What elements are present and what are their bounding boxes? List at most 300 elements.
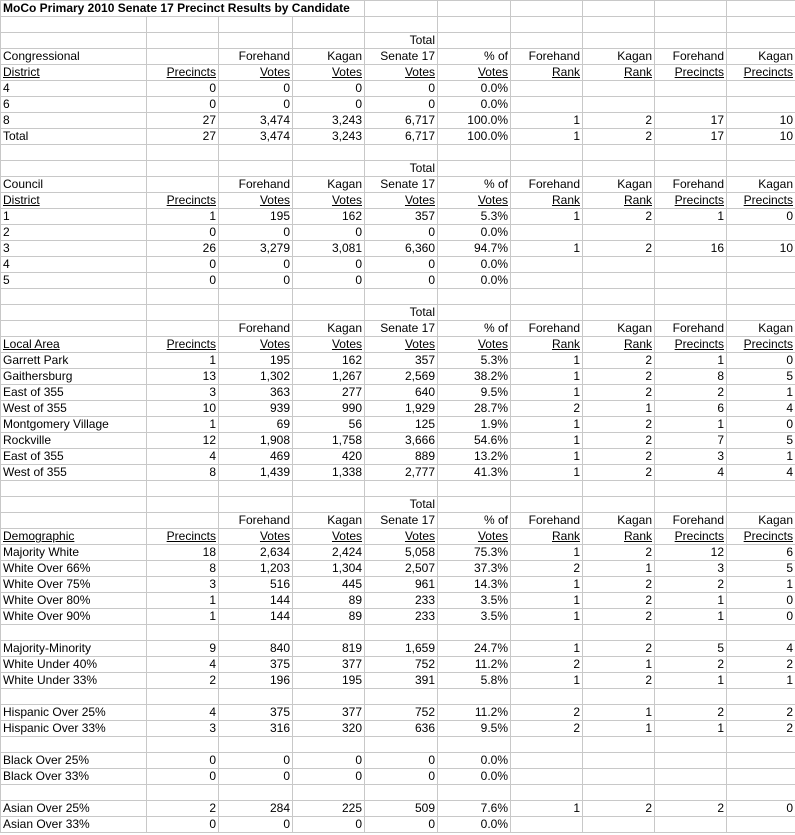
value-cell[interactable]: 27	[147, 113, 219, 129]
value-cell[interactable]: 2,569	[365, 369, 438, 385]
row-label[interactable]: Asian Over 33%	[1, 817, 147, 833]
value-cell[interactable]	[727, 769, 795, 785]
header-cell[interactable]: Votes	[365, 337, 438, 353]
header-cell[interactable]	[219, 497, 293, 513]
row-label[interactable]: 2	[1, 225, 147, 241]
value-cell[interactable]: 5	[655, 641, 727, 657]
value-cell[interactable]: 9.5%	[438, 385, 511, 401]
value-cell[interactable]: 56	[293, 417, 365, 433]
value-cell[interactable]: 357	[365, 353, 438, 369]
header-cell[interactable]: Kagan	[583, 321, 655, 337]
value-cell[interactable]: 125	[365, 417, 438, 433]
cell[interactable]	[511, 1, 583, 17]
value-cell[interactable]: 0	[147, 97, 219, 113]
row-label[interactable]: Total	[1, 129, 147, 145]
header-cell[interactable]	[727, 33, 795, 49]
header-cell[interactable]	[293, 161, 365, 177]
value-cell[interactable]	[727, 257, 795, 273]
cell[interactable]	[365, 1, 438, 17]
value-cell[interactable]: 1,304	[293, 561, 365, 577]
value-cell[interactable]: 162	[293, 353, 365, 369]
header-cell[interactable]	[219, 161, 293, 177]
row-label[interactable]: Black Over 25%	[1, 753, 147, 769]
empty-cell[interactable]	[147, 689, 219, 705]
header-cell[interactable]: Forehand	[219, 49, 293, 65]
value-cell[interactable]: 2	[727, 721, 795, 737]
header-cell[interactable]: Precincts	[655, 529, 727, 545]
empty-cell[interactable]	[438, 689, 511, 705]
value-cell[interactable]: 100.0%	[438, 129, 511, 145]
header-cell[interactable]	[438, 305, 511, 321]
header-cell[interactable]	[293, 497, 365, 513]
empty-cell[interactable]	[511, 145, 583, 161]
value-cell[interactable]: 4	[727, 641, 795, 657]
value-cell[interactable]: 13.2%	[438, 449, 511, 465]
value-cell[interactable]: 0	[727, 417, 795, 433]
header-cell[interactable]: Total	[365, 33, 438, 49]
row-label[interactable]: Majority White	[1, 545, 147, 561]
value-cell[interactable]	[727, 225, 795, 241]
value-cell[interactable]: 195	[219, 209, 293, 225]
empty-cell[interactable]	[1, 289, 147, 305]
header-cell[interactable]: Kagan	[583, 177, 655, 193]
value-cell[interactable]	[583, 817, 655, 833]
value-cell[interactable]: 420	[293, 449, 365, 465]
row-label[interactable]: Garrett Park	[1, 353, 147, 369]
value-cell[interactable]: 12	[655, 545, 727, 561]
header-cell[interactable]: Rank	[583, 337, 655, 353]
value-cell[interactable]: 2	[583, 641, 655, 657]
value-cell[interactable]: 752	[365, 657, 438, 673]
value-cell[interactable]: 1	[583, 705, 655, 721]
header-cell[interactable]: % of	[438, 321, 511, 337]
header-cell[interactable]	[293, 33, 365, 49]
empty-cell[interactable]	[293, 145, 365, 161]
value-cell[interactable]: 2	[511, 705, 583, 721]
header-cell[interactable]: Votes	[438, 529, 511, 545]
value-cell[interactable]: 1	[511, 209, 583, 225]
header-cell[interactable]	[1, 161, 147, 177]
empty-cell[interactable]	[655, 689, 727, 705]
row-label[interactable]: 5	[1, 273, 147, 289]
row-label[interactable]: White Under 40%	[1, 657, 147, 673]
header-cell[interactable]: Demographic	[1, 529, 147, 545]
value-cell[interactable]: 1	[147, 417, 219, 433]
row-label[interactable]: Rockville	[1, 433, 147, 449]
value-cell[interactable]	[655, 273, 727, 289]
empty-cell[interactable]	[438, 785, 511, 801]
empty-cell[interactable]	[727, 289, 795, 305]
empty-cell[interactable]	[293, 625, 365, 641]
value-cell[interactable]: 144	[219, 609, 293, 625]
value-cell[interactable]: 1	[511, 673, 583, 689]
empty-cell[interactable]	[1, 145, 147, 161]
empty-cell[interactable]	[1, 481, 147, 497]
value-cell[interactable]: 2	[583, 465, 655, 481]
value-cell[interactable]: 1	[655, 609, 727, 625]
header-cell[interactable]: Precincts	[655, 193, 727, 209]
header-cell[interactable]: Votes	[219, 193, 293, 209]
row-label[interactable]: East of 355	[1, 449, 147, 465]
row-label[interactable]: 8	[1, 113, 147, 129]
header-cell[interactable]: Votes	[438, 193, 511, 209]
cell[interactable]	[655, 1, 727, 17]
empty-cell[interactable]	[511, 17, 583, 33]
empty-cell[interactable]	[583, 145, 655, 161]
value-cell[interactable]: 1,659	[365, 641, 438, 657]
header-cell[interactable]: Rank	[583, 65, 655, 81]
header-cell[interactable]: Forehand	[219, 513, 293, 529]
header-cell[interactable]	[511, 33, 583, 49]
empty-cell[interactable]	[293, 689, 365, 705]
empty-cell[interactable]	[365, 625, 438, 641]
row-label[interactable]: Gaithersburg	[1, 369, 147, 385]
empty-cell[interactable]	[583, 625, 655, 641]
value-cell[interactable]: 9.5%	[438, 721, 511, 737]
header-cell[interactable]: District	[1, 193, 147, 209]
empty-cell[interactable]	[511, 737, 583, 753]
value-cell[interactable]: 1,203	[219, 561, 293, 577]
empty-cell[interactable]	[438, 145, 511, 161]
empty-cell[interactable]	[1, 17, 147, 33]
value-cell[interactable]: 3,243	[293, 129, 365, 145]
header-cell[interactable]: Precincts	[147, 529, 219, 545]
empty-cell[interactable]	[147, 481, 219, 497]
empty-cell[interactable]	[511, 481, 583, 497]
value-cell[interactable]: 1	[511, 385, 583, 401]
value-cell[interactable]: 0.0%	[438, 769, 511, 785]
empty-cell[interactable]	[511, 785, 583, 801]
empty-cell[interactable]	[583, 481, 655, 497]
value-cell[interactable]: 3	[147, 577, 219, 593]
header-cell[interactable]: % of	[438, 177, 511, 193]
header-cell[interactable]	[147, 49, 219, 65]
header-cell[interactable]: Total	[365, 161, 438, 177]
value-cell[interactable]: 1,758	[293, 433, 365, 449]
value-cell[interactable]: 2	[583, 369, 655, 385]
value-cell[interactable]: 3	[655, 561, 727, 577]
value-cell[interactable]: 0	[293, 753, 365, 769]
value-cell[interactable]: 2	[147, 673, 219, 689]
value-cell[interactable]: 284	[219, 801, 293, 817]
value-cell[interactable]	[727, 753, 795, 769]
empty-cell[interactable]	[727, 737, 795, 753]
value-cell[interactable]	[727, 97, 795, 113]
header-cell[interactable]: Forehand	[219, 321, 293, 337]
value-cell[interactable]: 2	[583, 577, 655, 593]
value-cell[interactable]: 357	[365, 209, 438, 225]
value-cell[interactable]: 6,717	[365, 113, 438, 129]
empty-cell[interactable]	[219, 17, 293, 33]
header-cell[interactable]: Total	[365, 497, 438, 513]
header-cell[interactable]	[147, 513, 219, 529]
value-cell[interactable]: 1	[727, 449, 795, 465]
empty-cell[interactable]	[293, 785, 365, 801]
value-cell[interactable]: 195	[219, 353, 293, 369]
value-cell[interactable]: 636	[365, 721, 438, 737]
value-cell[interactable]: 1	[655, 673, 727, 689]
value-cell[interactable]: 0	[293, 97, 365, 113]
value-cell[interactable]: 1	[147, 209, 219, 225]
header-cell[interactable]	[147, 321, 219, 337]
value-cell[interactable]: 28.7%	[438, 401, 511, 417]
empty-cell[interactable]	[147, 625, 219, 641]
empty-cell[interactable]	[727, 145, 795, 161]
header-cell[interactable]	[655, 305, 727, 321]
value-cell[interactable]: 5.3%	[438, 353, 511, 369]
empty-cell[interactable]	[365, 785, 438, 801]
value-cell[interactable]: 840	[219, 641, 293, 657]
empty-cell[interactable]	[438, 737, 511, 753]
empty-cell[interactable]	[219, 289, 293, 305]
empty-cell[interactable]	[511, 625, 583, 641]
value-cell[interactable]: 7	[655, 433, 727, 449]
header-cell[interactable]: Forehand	[655, 513, 727, 529]
header-cell[interactable]: Votes	[365, 529, 438, 545]
value-cell[interactable]: 1	[655, 593, 727, 609]
value-cell[interactable]: 3,081	[293, 241, 365, 257]
empty-cell[interactable]	[219, 145, 293, 161]
value-cell[interactable]: 1	[583, 401, 655, 417]
value-cell[interactable]: 0	[727, 593, 795, 609]
value-cell[interactable]	[655, 97, 727, 113]
value-cell[interactable]: 89	[293, 609, 365, 625]
value-cell[interactable]: 94.7%	[438, 241, 511, 257]
empty-cell[interactable]	[365, 17, 438, 33]
header-cell[interactable]	[583, 305, 655, 321]
header-cell[interactable]: Forehand	[655, 321, 727, 337]
value-cell[interactable]: 961	[365, 577, 438, 593]
header-cell[interactable]: Precincts	[147, 193, 219, 209]
value-cell[interactable]: 939	[219, 401, 293, 417]
empty-cell[interactable]	[365, 289, 438, 305]
header-cell[interactable]: Precincts	[655, 65, 727, 81]
empty-cell[interactable]	[438, 481, 511, 497]
value-cell[interactable]: 0	[219, 769, 293, 785]
value-cell[interactable]: 1	[511, 593, 583, 609]
value-cell[interactable]: 11.2%	[438, 705, 511, 721]
empty-cell[interactable]	[219, 737, 293, 753]
value-cell[interactable]	[583, 257, 655, 273]
header-cell[interactable]	[511, 497, 583, 513]
value-cell[interactable]	[511, 81, 583, 97]
value-cell[interactable]: 0	[365, 273, 438, 289]
value-cell[interactable]: 4	[655, 465, 727, 481]
value-cell[interactable]: 0	[365, 257, 438, 273]
value-cell[interactable]: 1	[655, 209, 727, 225]
value-cell[interactable]: 2	[655, 577, 727, 593]
value-cell[interactable]: 3.5%	[438, 609, 511, 625]
header-cell[interactable]	[438, 497, 511, 513]
value-cell[interactable]: 8	[147, 561, 219, 577]
value-cell[interactable]: 375	[219, 705, 293, 721]
value-cell[interactable]: 2	[583, 593, 655, 609]
header-cell[interactable]: Senate 17	[365, 513, 438, 529]
header-cell[interactable]	[147, 161, 219, 177]
value-cell[interactable]: 0	[147, 81, 219, 97]
value-cell[interactable]: 2	[583, 129, 655, 145]
value-cell[interactable]: 1	[511, 545, 583, 561]
value-cell[interactable]: 1	[655, 417, 727, 433]
header-cell[interactable]: Kagan	[727, 513, 795, 529]
cell[interactable]	[727, 1, 795, 17]
empty-cell[interactable]	[655, 481, 727, 497]
value-cell[interactable]	[655, 753, 727, 769]
value-cell[interactable]	[655, 81, 727, 97]
value-cell[interactable]: 1	[511, 129, 583, 145]
header-cell[interactable]: Precincts	[727, 337, 795, 353]
header-cell[interactable]: Kagan	[727, 49, 795, 65]
empty-cell[interactable]	[655, 785, 727, 801]
header-cell[interactable]	[147, 497, 219, 513]
row-label[interactable]: Hispanic Over 25%	[1, 705, 147, 721]
value-cell[interactable]: 4	[147, 705, 219, 721]
value-cell[interactable]: 89	[293, 593, 365, 609]
row-label[interactable]: White Over 90%	[1, 609, 147, 625]
empty-cell[interactable]	[438, 289, 511, 305]
value-cell[interactable]: 0	[293, 273, 365, 289]
value-cell[interactable]: 5	[727, 561, 795, 577]
row-label[interactable]: 6	[1, 97, 147, 113]
value-cell[interactable]: 0	[293, 81, 365, 97]
value-cell[interactable]: 3.5%	[438, 593, 511, 609]
value-cell[interactable]: 0	[147, 769, 219, 785]
value-cell[interactable]: 6	[655, 401, 727, 417]
value-cell[interactable]: 0	[365, 769, 438, 785]
header-cell[interactable]	[1, 305, 147, 321]
row-label[interactable]: Hispanic Over 33%	[1, 721, 147, 737]
header-cell[interactable]	[438, 161, 511, 177]
header-cell[interactable]	[511, 305, 583, 321]
header-cell[interactable]: Forehand	[219, 177, 293, 193]
value-cell[interactable]: 69	[219, 417, 293, 433]
value-cell[interactable]: 0	[293, 769, 365, 785]
header-cell[interactable]	[1, 497, 147, 513]
header-cell[interactable]	[219, 305, 293, 321]
value-cell[interactable]: 1	[511, 241, 583, 257]
value-cell[interactable]: 4	[727, 401, 795, 417]
empty-cell[interactable]	[147, 737, 219, 753]
value-cell[interactable]	[583, 225, 655, 241]
empty-cell[interactable]	[147, 785, 219, 801]
value-cell[interactable]: 10	[727, 113, 795, 129]
value-cell[interactable]: 1,929	[365, 401, 438, 417]
header-cell[interactable]: Votes	[438, 337, 511, 353]
value-cell[interactable]: 2	[583, 241, 655, 257]
value-cell[interactable]	[727, 273, 795, 289]
empty-cell[interactable]	[438, 17, 511, 33]
empty-cell[interactable]	[1, 785, 147, 801]
value-cell[interactable]: 2	[511, 401, 583, 417]
value-cell[interactable]: 1	[511, 417, 583, 433]
value-cell[interactable]: 0	[727, 209, 795, 225]
header-cell[interactable]: Precincts	[147, 65, 219, 81]
header-cell[interactable]: Kagan	[583, 513, 655, 529]
empty-cell[interactable]	[219, 481, 293, 497]
value-cell[interactable]: 889	[365, 449, 438, 465]
value-cell[interactable]: 233	[365, 609, 438, 625]
empty-cell[interactable]	[365, 481, 438, 497]
empty-cell[interactable]	[511, 289, 583, 305]
value-cell[interactable]: 195	[293, 673, 365, 689]
value-cell[interactable]: 0	[147, 273, 219, 289]
value-cell[interactable]: 3,279	[219, 241, 293, 257]
value-cell[interactable]: 0	[727, 353, 795, 369]
value-cell[interactable]: 1	[147, 353, 219, 369]
value-cell[interactable]: 5.8%	[438, 673, 511, 689]
value-cell[interactable]: 2	[511, 561, 583, 577]
value-cell[interactable]: 10	[727, 129, 795, 145]
value-cell[interactable]: 0.0%	[438, 97, 511, 113]
value-cell[interactable]: 1	[511, 801, 583, 817]
value-cell[interactable]: 0	[147, 753, 219, 769]
empty-cell[interactable]	[727, 689, 795, 705]
value-cell[interactable]: 2,424	[293, 545, 365, 561]
value-cell[interactable]: 2	[511, 657, 583, 673]
value-cell[interactable]: 2	[583, 449, 655, 465]
value-cell[interactable]: 0.0%	[438, 225, 511, 241]
value-cell[interactable]: 445	[293, 577, 365, 593]
header-cell[interactable]: Votes	[365, 65, 438, 81]
header-cell[interactable]	[147, 33, 219, 49]
header-cell[interactable]	[1, 513, 147, 529]
value-cell[interactable]: 0	[365, 81, 438, 97]
header-cell[interactable]	[727, 161, 795, 177]
header-cell[interactable]: Votes	[438, 65, 511, 81]
value-cell[interactable]	[511, 817, 583, 833]
header-cell[interactable]: Precincts	[727, 529, 795, 545]
value-cell[interactable]: 819	[293, 641, 365, 657]
header-cell[interactable]: Votes	[219, 529, 293, 545]
value-cell[interactable]: 320	[293, 721, 365, 737]
value-cell[interactable]: 5,058	[365, 545, 438, 561]
value-cell[interactable]: 24.7%	[438, 641, 511, 657]
value-cell[interactable]: 225	[293, 801, 365, 817]
value-cell[interactable]: 0	[219, 753, 293, 769]
value-cell[interactable]: 377	[293, 705, 365, 721]
value-cell[interactable]: 509	[365, 801, 438, 817]
value-cell[interactable]: 9	[147, 641, 219, 657]
value-cell[interactable]: 377	[293, 657, 365, 673]
value-cell[interactable]: 2	[583, 113, 655, 129]
empty-cell[interactable]	[583, 289, 655, 305]
header-cell[interactable]	[583, 33, 655, 49]
value-cell[interactable]: 1	[583, 561, 655, 577]
empty-cell[interactable]	[293, 289, 365, 305]
row-label[interactable]: White Over 80%	[1, 593, 147, 609]
empty-cell[interactable]	[727, 481, 795, 497]
cell[interactable]	[583, 1, 655, 17]
value-cell[interactable]: 1,908	[219, 433, 293, 449]
value-cell[interactable]: 0	[365, 753, 438, 769]
header-cell[interactable]: Local Area	[1, 337, 147, 353]
value-cell[interactable]: 0	[219, 257, 293, 273]
value-cell[interactable]: 1	[511, 353, 583, 369]
value-cell[interactable]: 26	[147, 241, 219, 257]
value-cell[interactable]: 18	[147, 545, 219, 561]
empty-cell[interactable]	[583, 785, 655, 801]
header-cell[interactable]	[511, 161, 583, 177]
value-cell[interactable]	[583, 769, 655, 785]
value-cell[interactable]: 391	[365, 673, 438, 689]
value-cell[interactable]: 1	[655, 721, 727, 737]
header-cell[interactable]: Kagan	[293, 177, 365, 193]
value-cell[interactable]: 2	[655, 385, 727, 401]
header-cell[interactable]: Rank	[583, 193, 655, 209]
header-cell[interactable]: Votes	[293, 529, 365, 545]
value-cell[interactable]: 7.6%	[438, 801, 511, 817]
value-cell[interactable]: 1,267	[293, 369, 365, 385]
